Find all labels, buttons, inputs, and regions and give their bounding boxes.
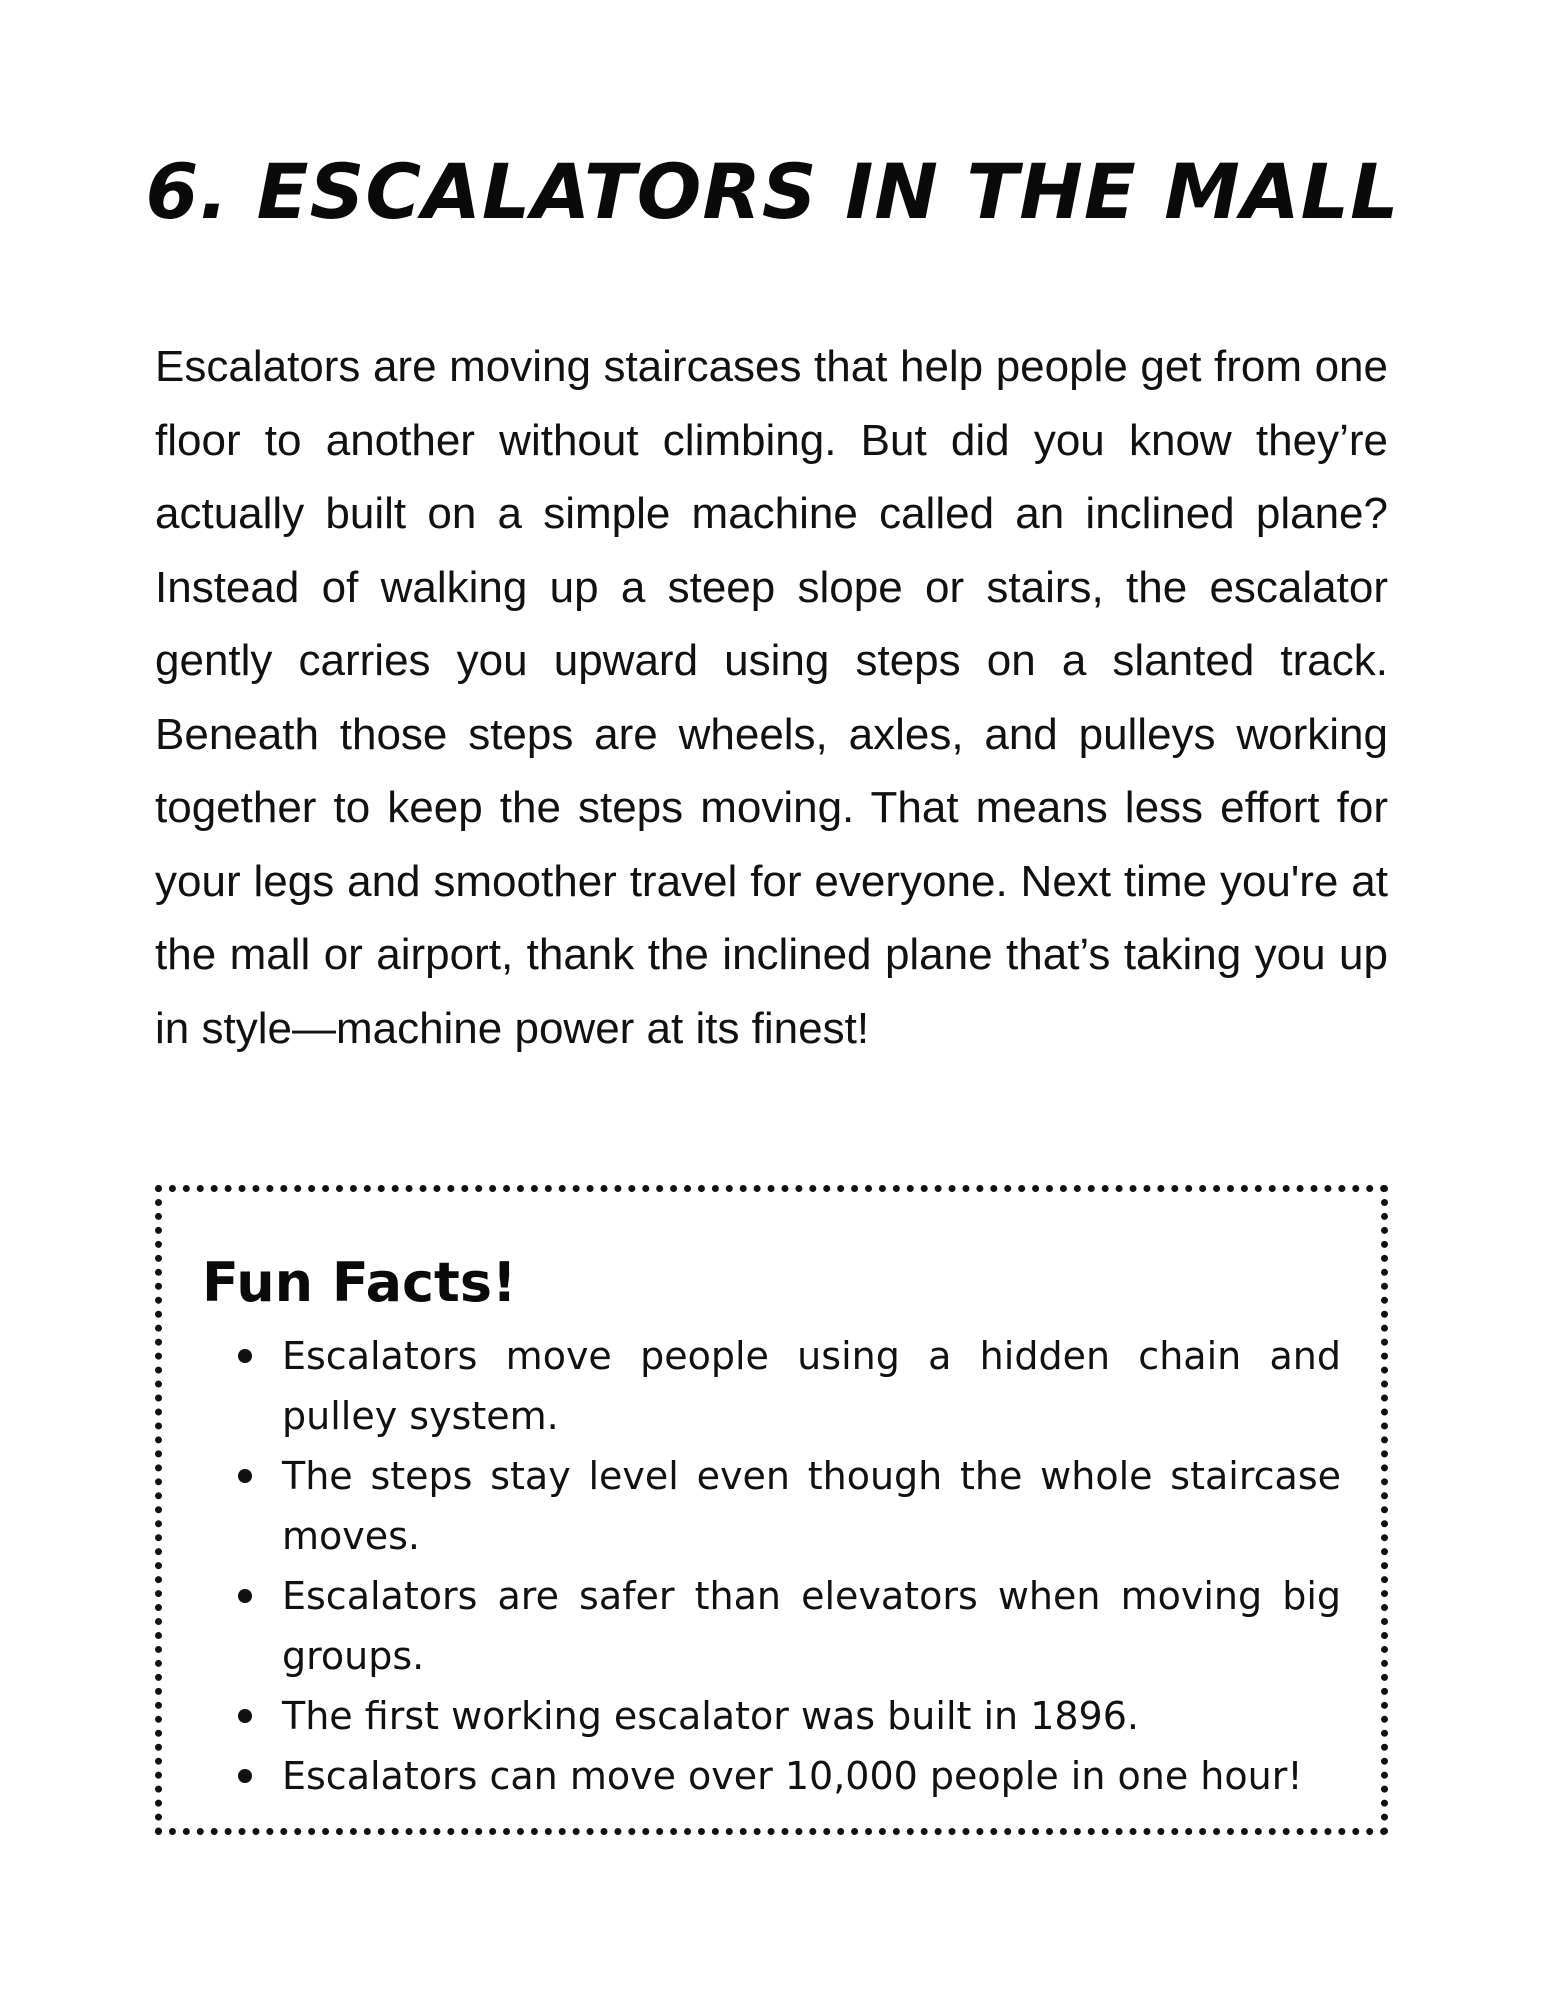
bullet-icon bbox=[238, 1769, 252, 1783]
page-title: 6. ESCALATORS IN THE MALL bbox=[145, 147, 1400, 236]
fun-fact-text: The steps stay level even though the whole staircase moves. bbox=[282, 1454, 1341, 1559]
fun-fact-item bbox=[282, 1566, 1341, 1686]
fun-facts-heading: Fun Facts! bbox=[202, 1251, 517, 1314]
fun-fact-item bbox=[282, 1446, 1341, 1566]
fun-fact-text: Escalators move people using a hidden chain and pulley system. bbox=[282, 1334, 1341, 1439]
bullet-icon bbox=[238, 1589, 252, 1603]
bullet-icon bbox=[238, 1709, 252, 1723]
fun-fact-item bbox=[282, 1746, 1341, 1806]
fun-fact-item bbox=[282, 1686, 1341, 1746]
bullet-icon bbox=[238, 1469, 252, 1483]
fun-fact-item bbox=[282, 1326, 1341, 1446]
fun-fact-text: The first working escalator was built in 1896. bbox=[282, 1694, 1139, 1739]
fun-fact-text: Escalators are safer than elevators when moving big groups. bbox=[282, 1574, 1341, 1679]
fun-facts-list bbox=[202, 1326, 1341, 1806]
fun-fact-text: Escalators can move over 10,000 people in one hour! bbox=[282, 1754, 1303, 1799]
body-paragraph: Escalators are moving staircases that help people get from one floor to another without climbing. But did you know they’re actually built on a simple machine called an inclined plane? Instead of walking up a steep slope or stairs, the escalator gently carries you upward using steps on a slanted track. Beneath those steps are wheels, axles, and pulleys working together to keep the steps moving. That means less effort for your legs and smoother travel for everyone. Next time you're at the mall or airport, thank the inclined plane that’s taking you up in style—machine power at its finest! bbox=[155, 342, 1388, 1053]
fun-facts-box bbox=[155, 1185, 1388, 1835]
bullet-icon bbox=[238, 1349, 252, 1363]
